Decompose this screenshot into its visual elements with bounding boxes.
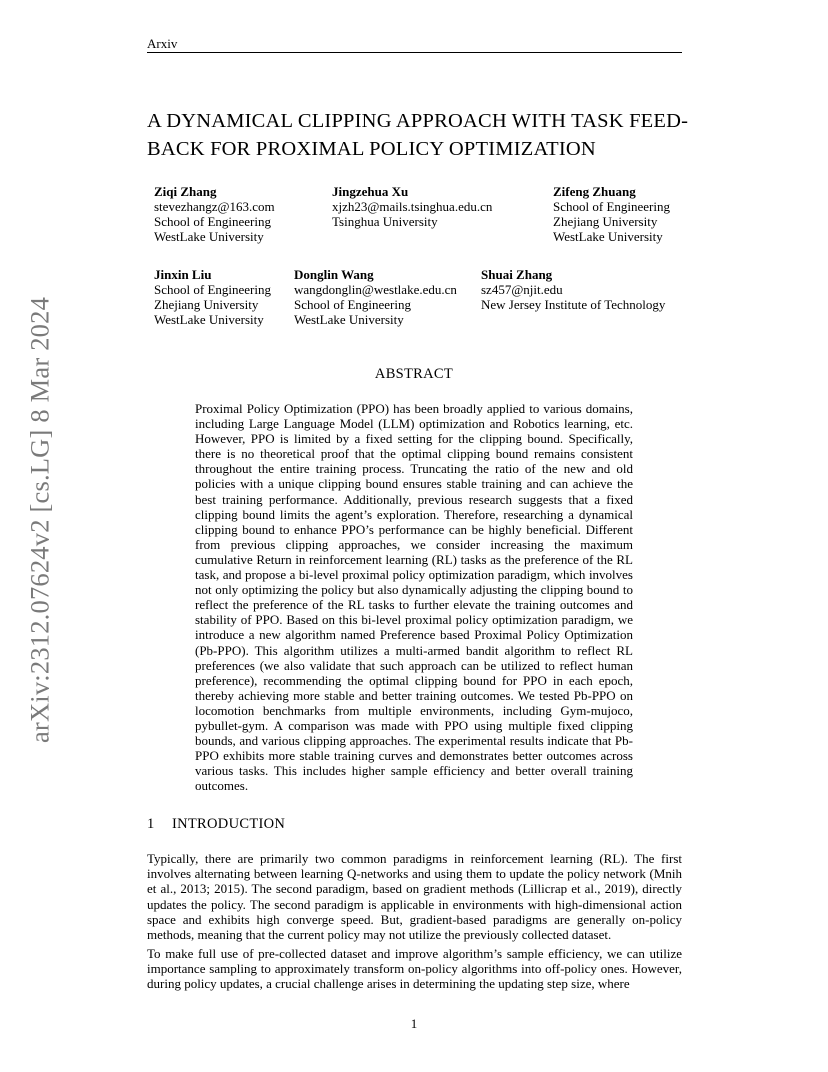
paper-title: A DYNAMICAL CLIPPING APPROACH WITH TASK FEED- BACK FOR PROXIMAL POLICY OPTIMIZATION	[147, 110, 689, 160]
author-name: Jingzehua Xu	[332, 184, 409, 199]
author-affiliation: New Jersey Institute of Technology	[481, 297, 666, 312]
author-block-6	[481, 267, 665, 312]
author-block-1	[154, 184, 275, 244]
author-affiliation: WestLake University	[294, 312, 404, 327]
section-title: INTRODUCTION	[172, 816, 286, 832]
author-affiliation: Zhejiang University	[154, 297, 259, 312]
author-email: stevezhangz@163.com	[154, 199, 275, 214]
body-paragraph: To make full use of pre-collected dataset and improve algorithm’s sample efficiency, we can utilize importance sampling to approximately transform on-policy algorithms into off-policy ones. However, during policy updates, a crucial challenge arises in determining the updating step size, where	[147, 946, 682, 992]
author-affiliation: School of Engineering	[553, 199, 670, 214]
page-number: 1	[410, 1016, 418, 1031]
author-affiliation: WestLake University	[553, 229, 663, 244]
author-email: sz457@njit.edu	[481, 282, 563, 297]
author-affiliation: Zhejiang University	[553, 214, 658, 229]
author-name: Zifeng Zhuang	[553, 184, 636, 199]
author-affiliation: Tsinghua University	[332, 214, 438, 229]
header-rule	[147, 52, 682, 53]
section-heading	[147, 816, 285, 833]
author-name: Ziqi Zhang	[154, 184, 217, 199]
author-block-3	[553, 184, 670, 244]
arxiv-identifier-sidebar: arXiv:2312.07624v2 [cs.LG] 8 Mar 2024	[24, 296, 55, 744]
abstract-body: Proximal Policy Optimization (PPO) has been broadly applied to various domains, including Large Language Model (LLM) optimization and Robotics learning, etc. However, PPO is limited by a fixed setting for the clipping bound. Specifically, there is no theoretical proof that the optimal clipping bound remains consistent throughout the entire training process. Truncating the ratio of the new and old policies with a unique clipping bound ensures stable training and can achieve the best training performance. Additionally, previous research suggests that a fixed clipping bound limits the agent’s exploration. Therefore, researching a dynamical clipping bound to enhance PPO’s performance can be highly beneficial. Different from previous clipping approaches, we consider increasing the maximum cumulative Return in reinforcement learning (RL) tasks as the preference of the RL task, and propose a bi-level proximal policy optimization paradigm, which involves not only optimizing the policy but also dynamically adjusting the clipping bound to reflect the preference of the RL tasks to further elevate the training outcomes and stability of PPO. Based on this bi-level proximal policy optimization paradigm, we introduce a new algorithm named Preference based Proximal Policy Optimization (Pb-PPO). This algorithm utilizes a multi-armed bandit algorithm to reflect RL preferences (we also validate that such approach can be utilized to reflect human preference), recommending the optimal clipping bound for PPO in each epoch, thereby achieving more stable and better training outcomes. We tested Pb-PPO on locomotion benchmarks from multiple environments, including Gym-mujoco, pybullet-gym. A comparison was made with PPO using multiple fixed clipping bounds, and various clipping approaches. The experimental results indicate that Pb-PPO exhibits more stable training curves and demonstrates better outcomes across various tasks. This includes higher sample efficiency and better overall training outcomes.	[195, 401, 633, 794]
running-header: Arxiv	[147, 36, 178, 51]
author-name: Jinxin Liu	[154, 267, 212, 282]
author-affiliation: School of Engineering	[154, 214, 271, 229]
abstract-heading: ABSTRACT	[374, 366, 454, 382]
author-block-4	[154, 267, 271, 327]
author-email: xjzh23@mails.tsinghua.edu.cn	[332, 199, 493, 214]
author-block-5	[294, 267, 457, 327]
author-affiliation: School of Engineering	[154, 282, 271, 297]
author-email: wangdonglin@westlake.edu.cn	[294, 282, 457, 297]
author-affiliation: School of Engineering	[294, 297, 411, 312]
author-affiliation: WestLake University	[154, 229, 264, 244]
author-name: Shuai Zhang	[481, 267, 553, 282]
author-affiliation: WestLake University	[154, 312, 264, 327]
section-number: 1	[147, 816, 155, 832]
author-block-2	[332, 184, 492, 229]
body-paragraph: Typically, there are primarily two common paradigms in reinforcement learning (RL). The first involves alternating between learning Q-networks and using them to update the policy network (Mnih et al., 2013; 2015). The second paradigm, based on gradient methods (Lillicrap et al., 2019), directly updates the policy. The second paradigm is applicable in environments with high-dimensional action space and exhibits high converge speed. But, gradient-based paradigms are generally on-policy methods, meaning that the current policy may not utilize the previously collected dataset.	[147, 851, 682, 943]
author-name: Donglin Wang	[294, 267, 374, 282]
